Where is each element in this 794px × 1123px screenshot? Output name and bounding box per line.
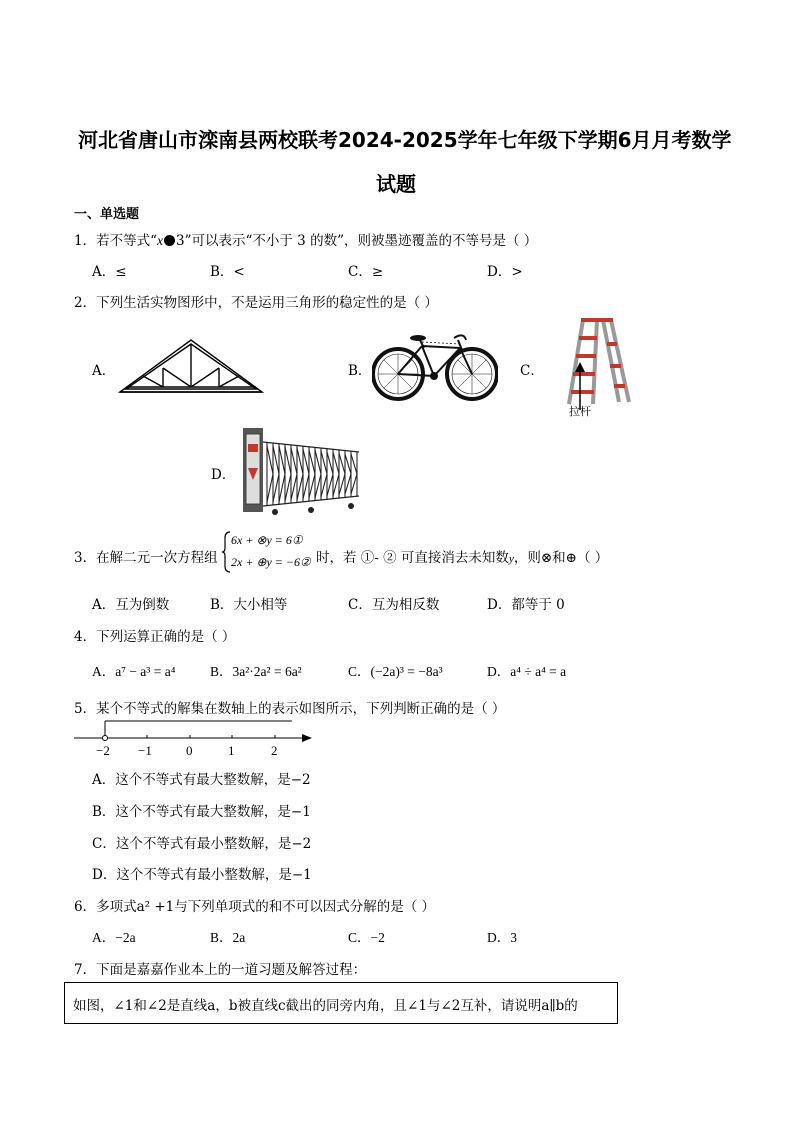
tick-label: 2 [271, 743, 278, 758]
q2-label-c: C． [520, 363, 544, 379]
open-endpoint-icon [103, 736, 108, 741]
roof-truss-image[interactable] [118, 336, 264, 396]
page-title: 河北省唐山市滦南县两校联考2024-2025学年七年级下学期6月月考数学 [78, 128, 732, 152]
question-6-stem: 6．多项式a² +1与下列单项式的和不可以因式分解的是（ ） [74, 899, 436, 915]
q3-option-d[interactable]: D．都等于 0 [487, 597, 565, 613]
q7-problem-box [64, 982, 618, 1024]
q4-option-d[interactable]: D．a⁴ ÷ a⁴ = a [487, 664, 567, 679]
number-line-figure [72, 716, 318, 760]
q6-option-c[interactable]: C．−2 [348, 930, 385, 945]
question-2-stem: 2．下列生活实物图形中，不是运用三角形的稳定性的是（ ） [74, 295, 438, 311]
q1-option-d[interactable]: D．> [487, 264, 523, 280]
question-1-stem: 1．若不等式“x 3”可以表示“不小于 3 的数”，则被墨迹覆盖的不等号是（ ） [74, 233, 538, 249]
q3-stem-b: 时，若 ①- ② 可直接消去未知数y，则⊗和⊕（ ） [316, 550, 609, 566]
question-7-stem: 7．下面是嘉嘉作业本上的一道习题及解答过程： [74, 962, 367, 978]
q5-option-a[interactable]: A．这个不等式有最大整数解，是−2 [92, 772, 311, 788]
page-title-line2: 试题 [376, 172, 416, 196]
q5-option-d[interactable]: D．这个不等式有最小整数解，是−1 [92, 867, 312, 883]
section-heading: 一、单选题 [74, 207, 140, 222]
ink-blot-icon [164, 235, 175, 246]
q3-equation-1: 6x + ⊗y = 6① [231, 533, 303, 547]
q1-option-a[interactable]: A．≤ [92, 264, 127, 280]
tick-label: 1 [228, 743, 235, 758]
axis-arrow-icon [302, 734, 312, 742]
q2-label-a: A． [92, 363, 116, 379]
q2-label-b: B． [348, 363, 372, 379]
q6-option-d[interactable]: D．3 [487, 930, 517, 945]
q3-equation-2: 2x + ⊕y = −6② [231, 555, 311, 569]
question-4-stem: 4．下列运算正确的是（ ） [74, 629, 236, 645]
q4-option-b[interactable]: B．3a²·2a² = 6a² [210, 664, 302, 679]
question-5-stem: 5．某个不等式的解集在数轴上的表示如图所示，下列判断正确的是（ ） [74, 701, 506, 717]
tick-label: 0 [186, 743, 193, 758]
q5-option-b[interactable]: B．这个不等式有最大整数解，是−1 [92, 804, 311, 820]
q6-option-a[interactable]: A．−2a [92, 930, 136, 945]
bicycle-image[interactable] [372, 326, 498, 404]
q7-box-text: 如图，∠1和∠2是直线a，b被直线c截出的同旁内角，且∠1与∠2互补，请说明a∥b的 [73, 998, 578, 1014]
q4-option-c[interactable]: C．(−2a)³ = −8a³ [348, 664, 443, 679]
q4-option-a[interactable]: A．a⁷ − a³ = a⁴ [92, 664, 176, 679]
q1-option-c[interactable]: C．≥ [348, 264, 384, 280]
q5-option-c[interactable]: C．这个不等式有最小整数解，是−2 [92, 836, 312, 852]
tick-label: −1 [138, 743, 152, 758]
q3-option-b[interactable]: B．大小相等 [210, 597, 288, 613]
ladder-caption: 拉杆 [569, 405, 591, 418]
q6-option-b[interactable]: B．2a [210, 930, 246, 945]
tick-label: −2 [96, 743, 110, 758]
retractable-gate-image[interactable] [241, 424, 363, 516]
q3-option-c[interactable]: C．互为相反数 [348, 597, 440, 613]
q2-label-d: D． [211, 467, 236, 483]
q3-option-a[interactable]: A．互为倒数 [92, 597, 170, 613]
q1-option-b[interactable]: B．< [210, 264, 245, 280]
q3-stem-a: 3．在解二元一次方程组 [74, 550, 218, 566]
